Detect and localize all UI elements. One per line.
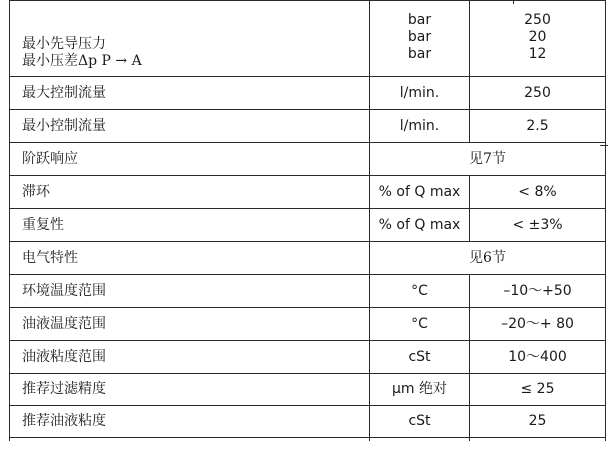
param-cell: 最小控制流量 <box>10 110 370 143</box>
param-cell: 环境温度范围 <box>10 275 370 308</box>
unit-line: bar <box>407 29 432 45</box>
value-cell: 250 <box>470 77 606 110</box>
value-cell <box>470 1 606 77</box>
value-line: 250 <box>524 12 551 28</box>
unit-line: bar <box>407 12 432 28</box>
value-cell: 25 <box>470 406 606 438</box>
bottom-crop <box>0 441 612 455</box>
value-cell: –20～+ 80 <box>470 308 606 341</box>
table-row <box>10 209 606 242</box>
param-cell <box>10 1 370 77</box>
unit-cell: cSt <box>370 406 470 438</box>
value-cell: < ±3% <box>470 209 606 242</box>
table-row <box>10 176 606 209</box>
value-line: 12 <box>528 46 547 62</box>
value-cell: 2.5 <box>470 110 606 143</box>
merged-value-cell: 见6节 <box>370 242 606 275</box>
unit-cell <box>370 1 470 77</box>
unit-cell: % of Q max <box>370 209 470 242</box>
unit-cell: l/min. <box>370 110 470 143</box>
merged-value-cell: 见7节 <box>370 143 606 176</box>
value-cell: < 8% <box>470 176 606 209</box>
right-tick-mark <box>600 145 608 146</box>
param-line: 最小先导压力 <box>22 36 106 52</box>
param-cell: 油液温度范围 <box>10 308 370 341</box>
value-line: 20 <box>528 29 547 45</box>
param-cell: 电气特性 <box>10 242 370 275</box>
table-row <box>10 275 606 308</box>
param-cell: 推荐油液粘度 <box>10 406 370 438</box>
unit-cell: % of Q max <box>370 176 470 209</box>
table-row <box>10 341 606 374</box>
value-cell: –10～+50 <box>470 275 606 308</box>
param-cell: 阶跃响应 <box>10 143 370 176</box>
table-row <box>10 308 606 341</box>
value-cell: ≤ 25 <box>470 374 606 406</box>
table-row <box>10 374 606 406</box>
param-cell: 重复性 <box>10 209 370 242</box>
param-cell: 滞环 <box>10 176 370 209</box>
table-row <box>10 143 606 176</box>
value-cell: 10～400 <box>470 341 606 374</box>
param-cell: 推荐过滤精度 <box>10 374 370 406</box>
param-cell: 最大控制流量 <box>10 77 370 110</box>
table-row <box>10 110 606 143</box>
table-row <box>10 406 606 438</box>
spec-table <box>9 0 606 455</box>
table-row <box>10 1 606 77</box>
param-line: 最小压差Δp P → A <box>22 53 142 69</box>
table-row <box>10 242 606 275</box>
unit-cell: °C <box>370 308 470 341</box>
top-tick-mark <box>513 0 514 4</box>
unit-cell: µm 绝对 <box>370 374 470 406</box>
unit-cell: cSt <box>370 341 470 374</box>
unit-cell: °C <box>370 275 470 308</box>
table-row <box>10 77 606 110</box>
param-cell: 油液粘度范围 <box>10 341 370 374</box>
unit-line: bar <box>407 46 432 62</box>
unit-cell: l/min. <box>370 77 470 110</box>
